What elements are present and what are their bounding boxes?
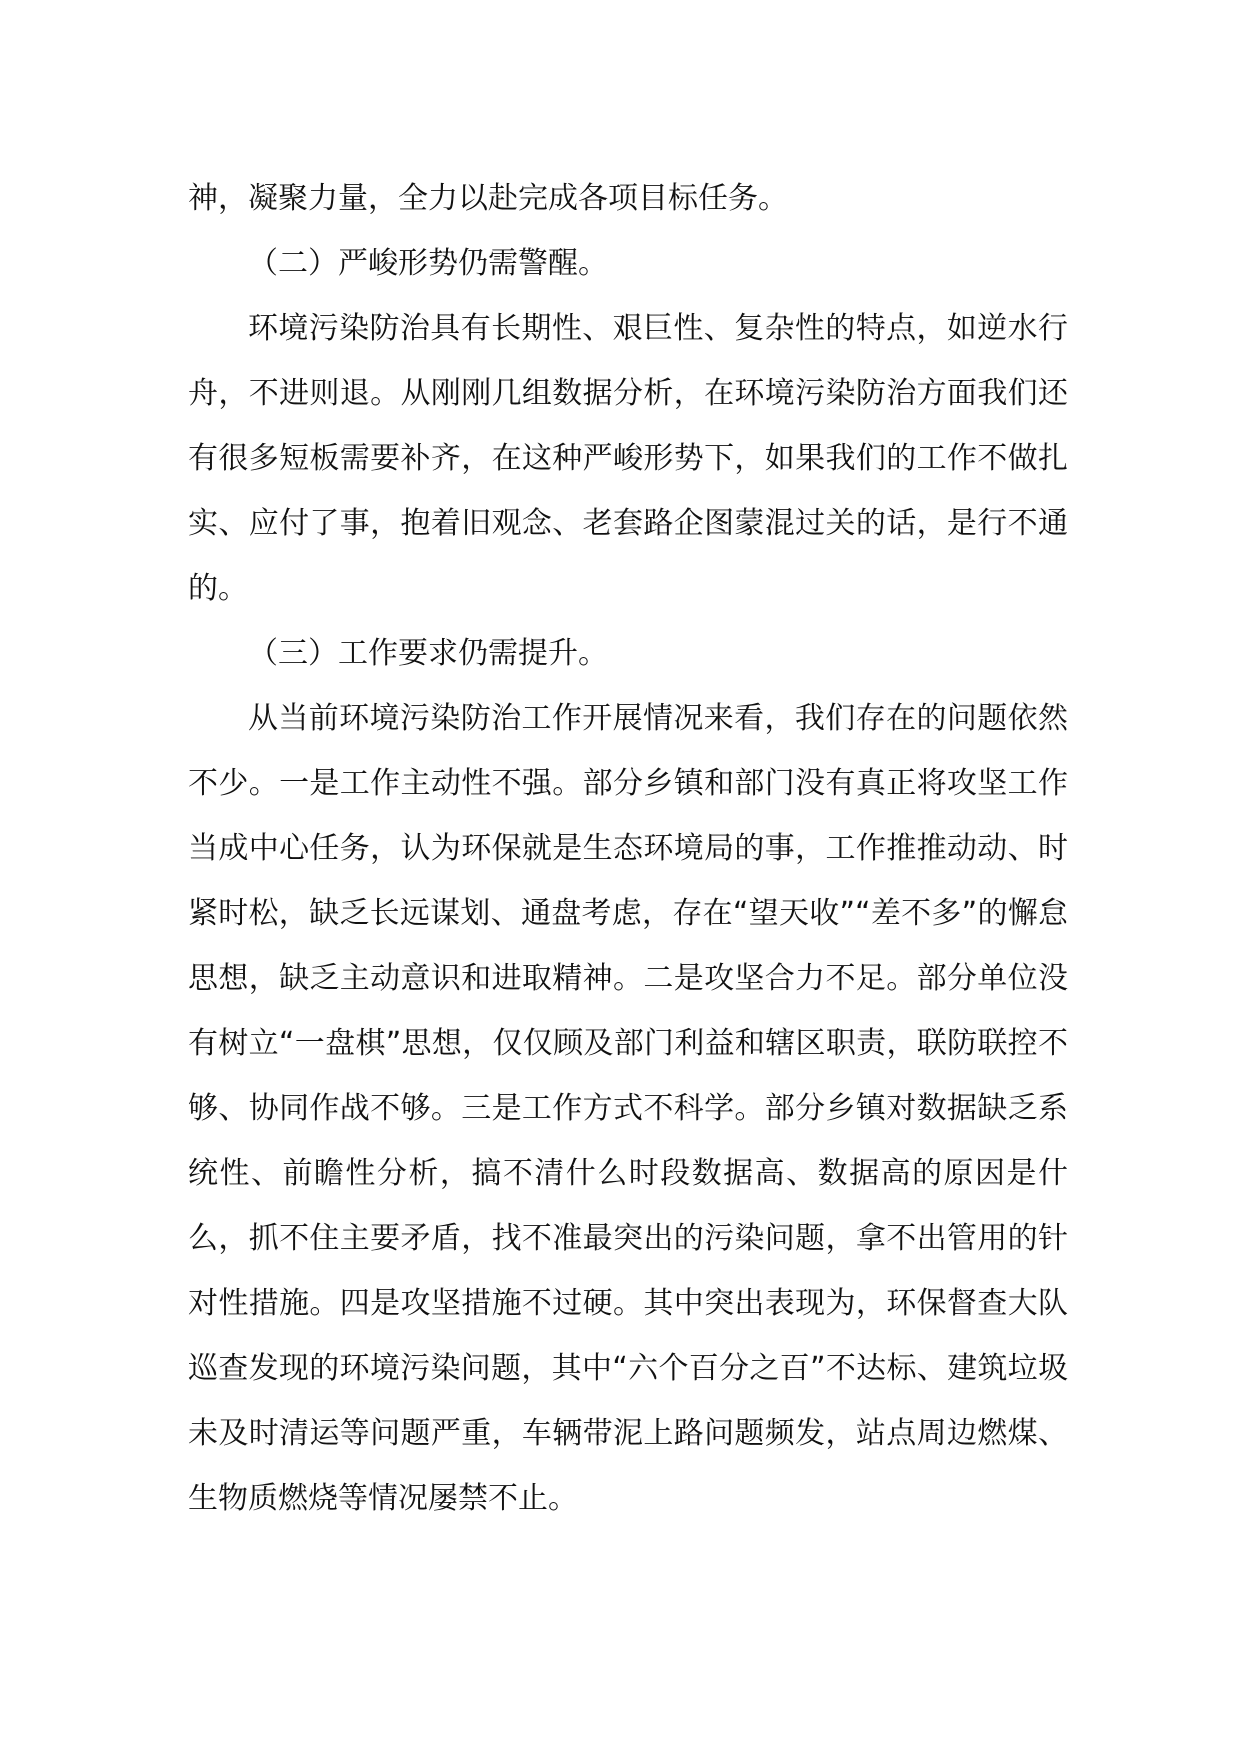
section-heading-2: （二）严峻形势仍需警醒。 (248, 246, 608, 281)
paragraph-work-requirements: 从当前环境污染防治工作开展情况来看，我们存在的问题依然不少。一是工作主动性不强。部分乡镇和部门没有真正将攻坚工作当成中心任务，认为环保就是生态环境局的事，工作推推动动、时紧时松，缺乏长远谋划、通盘考虑，存在“望天收”“差不多”的懈怠思想，缺乏主动意识和进取精神。二是攻坚合力不足。部分单位没有树立“一盘棋”思想，仅仅顾及部门利益和辖区职责，联防联控不够、协同作战不够。三是工作方式不科学。部分乡镇对数据缺乏系统性、前瞻性分析，搞不清什么时段数据高、数据高的原因是什么，抓不住主要矛盾，找不准最突出的污染问题，拿不出管用的针对性措施。四是攻坚措施不过硬。其中突出表现为，环保督查大队巡查发现的环境污染问题，其中“六个百分之百”不达标、建筑垃圾未及时清运等问题严重，车辆带泥上路问题频发，站点周边燃煤、生物质燃烧等情况屡禁不止。 (188, 701, 1068, 1516)
paragraph-continued: 神，凝聚力量，全力以赴完成各项目标任务。 (188, 181, 788, 216)
document-body (188, 166, 1068, 1531)
section-heading-3: （三）工作要求仍需提升。 (248, 636, 608, 671)
paragraph-severe-situation: 环境污染防治具有长期性、艰巨性、复杂性的特点，如逆水行舟，不进则退。从刚刚几组数据分析，在环境污染防治方面我们还有很多短板需要补齐，在这种严峻形势下，如果我们的工作不做扎实、应付了事，抱着旧观念、老套路企图蒙混过关的话，是行不通的。 (188, 311, 1068, 606)
